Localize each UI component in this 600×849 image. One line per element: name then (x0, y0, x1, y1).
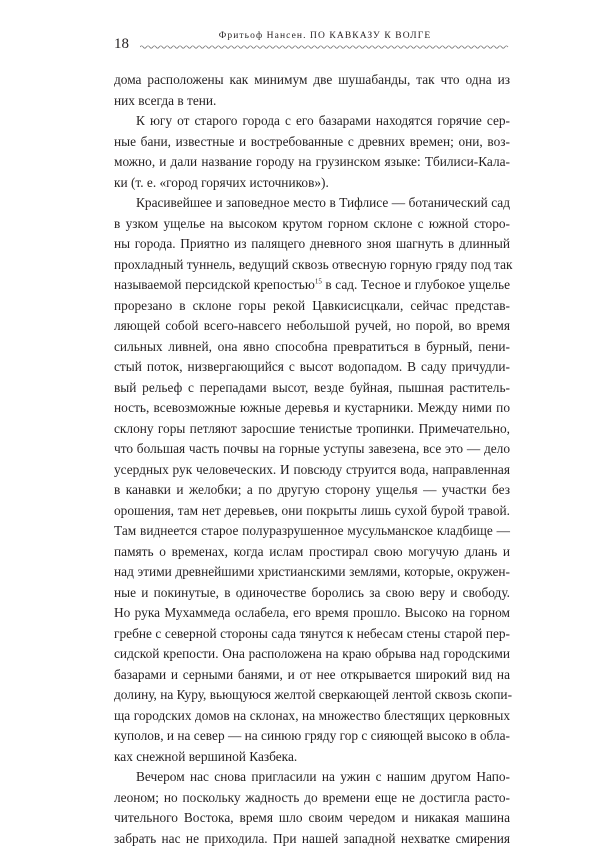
text-line: вый рельеф с перепадами высот, везде буйная, пышная раститель- (114, 378, 510, 399)
text-line: дома расположены как минимум две шушабанды, так что одна из (114, 70, 510, 91)
text-line: чительного Востока, время шло своим чередом и никакая машина (114, 808, 510, 829)
text-line: прорезано в склоне горы рекой Цавкисисцкали, сейчас представ- (114, 296, 510, 317)
text-line: можно, и дали название городу на грузинском языке: Тбилиси-Кала- (114, 152, 510, 173)
text-line: склону горы петляют заросшие тенистые тропинки. Примечательно, (114, 419, 510, 440)
text-line: ные и покинутые, в одиночестве боролись за свою веру и свободу. (114, 583, 510, 604)
text-line: память о временах, когда ислам простирал свою могучую длань и (114, 542, 510, 563)
text-line: в узком ущелье на высоком крутом горном склоне с южной сторо- (114, 214, 510, 235)
text-line: орошения, там нет деревьев, они покрыты лишь сухой бурой травой. (114, 501, 510, 522)
text-line: ны города. Приятно из палящего дневного зноя шагнуть в длинный (114, 234, 510, 255)
text-line: стый поток, низвергающийся с высот водопадом. В саду причудли- (114, 357, 510, 378)
text-line: Вечером нас снова пригласили на ужин с нашим другом Напо- (114, 767, 510, 788)
text-line: Но рука Мухаммеда ослабела, его время прошло. Высоко на горном (114, 603, 510, 624)
text-line (114, 275, 510, 296)
text-line: ляющей собой всего-навсего небольшой ручей, но порой, во время (114, 316, 510, 337)
text-line: в канавки и желобки; а по другую сторону ущелья — участки без (114, 480, 510, 501)
text-line: долину, на Куру, вьющуюся желтой сверкающей лентой сквозь скопи- (114, 685, 510, 706)
decorative-wavy-rule (140, 44, 510, 50)
text-line: леоном; но поскольку жадность до времени еще не достигла расто- (114, 788, 510, 809)
text-line: гребне с северной стороны сада тянутся к небесам стены старой пер- (114, 624, 510, 645)
page-number: 18 (114, 36, 129, 52)
text-line: сидской крепости. Она расположена на краю обрыва над городскими (114, 644, 510, 665)
text-line: над этими древнейшими христианскими землями, которые, окружен- (114, 562, 510, 583)
text-line: базарами и серными банями, и от нее открывается широкий вид на (114, 665, 510, 686)
text-line: сильных ливней, она явно способна превратиться в бурный, пени- (114, 337, 510, 358)
text-line: Красивейшее и заповедное место в Тифлисе — ботанический сад (114, 193, 510, 214)
paragraph-1 (114, 70, 510, 111)
text-line-start: называемой персидской крепостью (114, 277, 315, 292)
text-line: Там виднеется старое полуразрушенное мусульманское кладбище — (114, 521, 510, 542)
running-head: Фритьоф Нансен. ПО КАВКАЗУ К ВОЛГЕ (140, 30, 510, 42)
paragraph-4 (114, 767, 510, 849)
text-line: ках снежной вершиной Казбека. (114, 747, 510, 768)
text-line: ные бани, известные и востребованные с древних времен; они, воз- (114, 132, 510, 153)
text-line: ки (т. е. «город горячих источников»). (114, 173, 510, 194)
footnote-reference[interactable]: 15 (315, 278, 322, 286)
text-line: ща городских домов на склонах, на множество блестящих церковных (114, 706, 510, 727)
body-text (114, 70, 510, 849)
text-line: К югу от старого города с его базарами находятся горячие сер- (114, 111, 510, 132)
text-line: ность, всевозможные южные деревья и кустарники. Между ними по (114, 398, 510, 419)
paragraph-3 (114, 193, 510, 767)
text-line: усердных рук человеческих. И повсюду струится вода, направленная (114, 460, 510, 481)
text-line: прохладный туннель, ведущий сквозь отвесную горную гряду под так (114, 255, 510, 276)
text-line: них всегда в тени. (114, 91, 510, 112)
text-line: что большая часть почвы на горные уступы завезена, все это — дело (114, 439, 510, 460)
text-line: забрать нас не приходила. При нашей западной нехватке смирения (114, 829, 510, 849)
paragraph-2 (114, 111, 510, 193)
text-line-end: в сад. Тесное и глубокое ущелье (322, 277, 510, 292)
text-line: куполов, и на север — на синюю гряду гор с сияющей высоко в обла- (114, 726, 510, 747)
